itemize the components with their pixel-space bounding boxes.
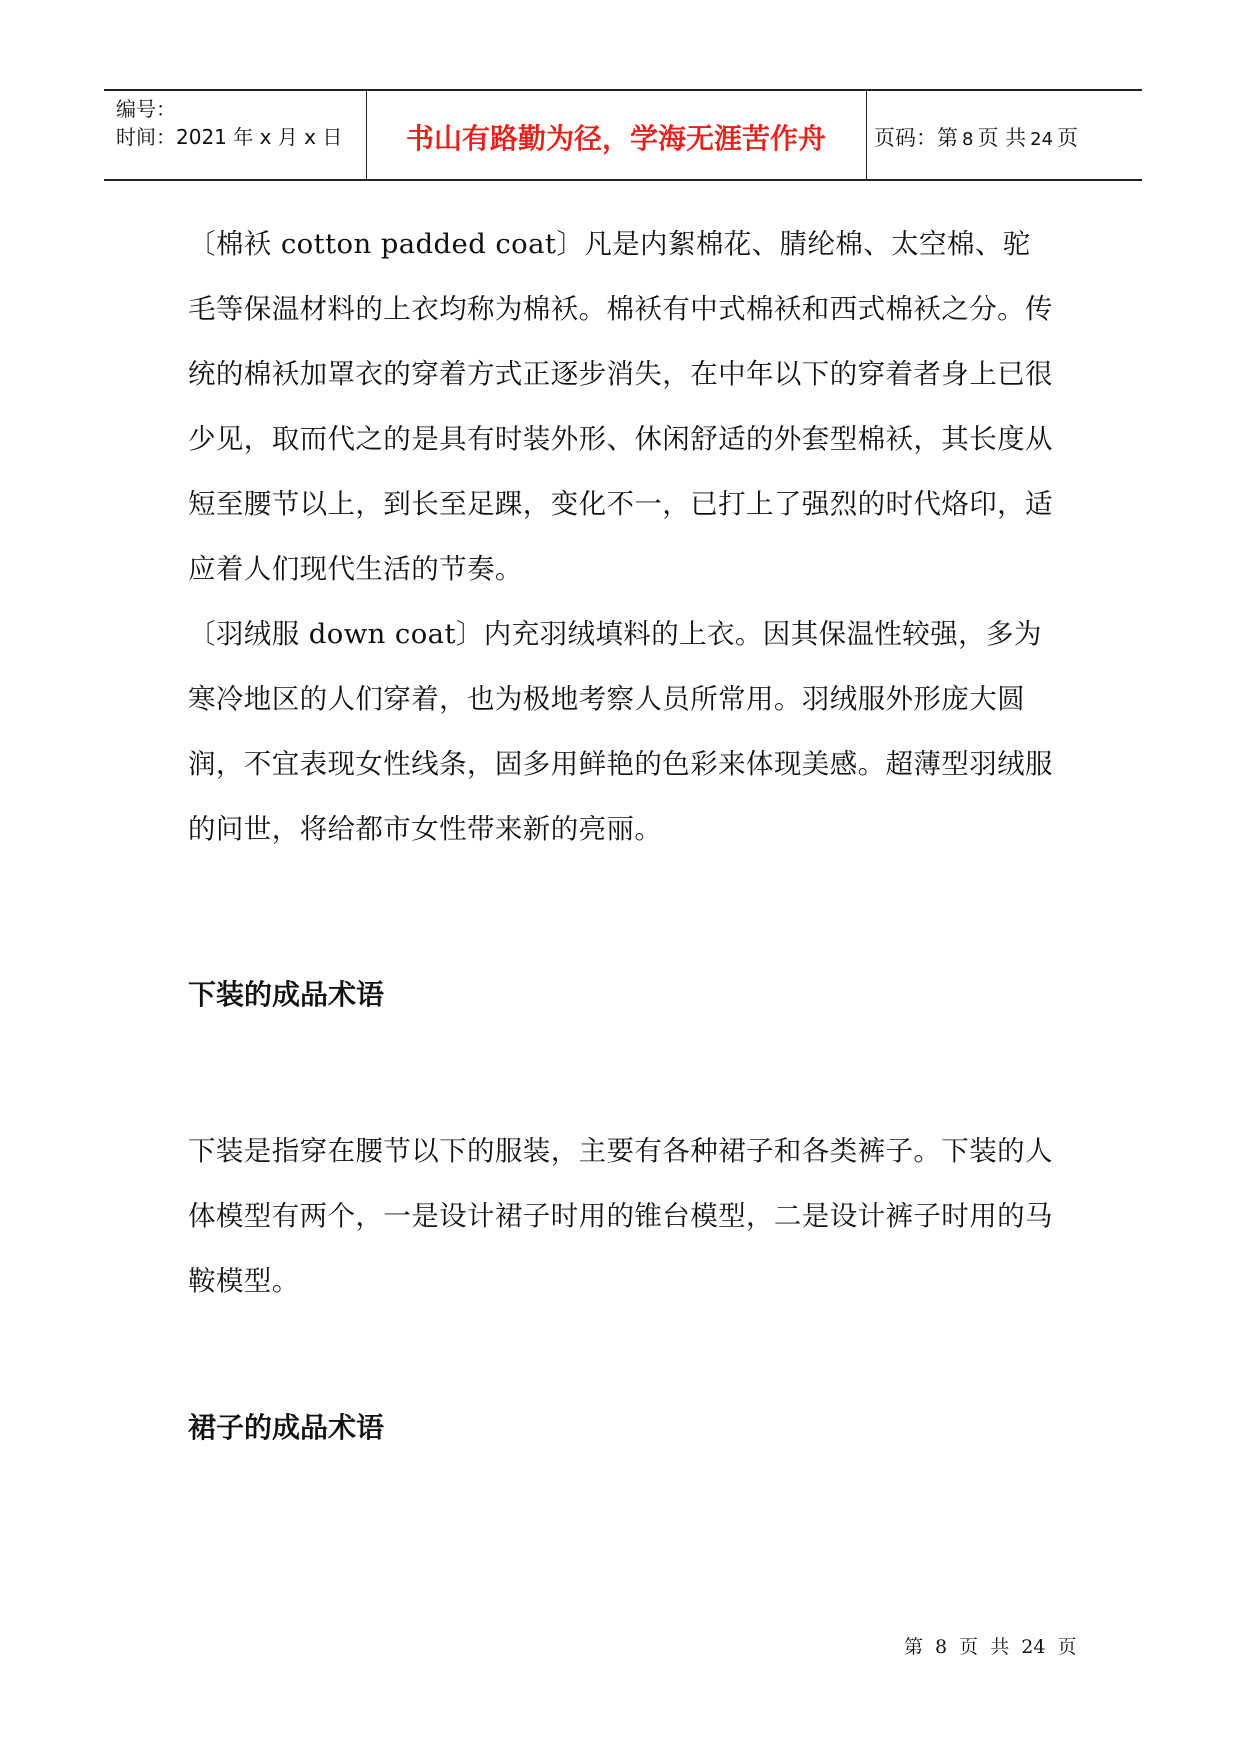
- page-current: 8: [962, 129, 974, 150]
- page-total: 24: [1030, 129, 1054, 150]
- section-heading-skirts: 裙子的成品术语: [188, 1411, 385, 1444]
- time-label: 时间：2021 年 x 月 x 日: [116, 125, 343, 149]
- page-prefix: 页码：第: [874, 126, 958, 150]
- header-motto: 书山有路勤为径，学海无涯苦作舟: [405, 122, 826, 155]
- paragraph-cotton-coat: 〔棉袄 cotton padded coat〕凡是内絮棉花、腈纶棉、太空棉、驼毛等保温材料的上衣均称为棉袄。棉袄有中式棉袄和西式棉袄之分。传统的棉袄加罩衣的穿着方式正逐步消失，在中年以下的穿着者身上已很少见，取而代之的是具有时装外形、休闲舒适的外套型棉袄，其长度从短至腰节以上，到长至足踝，变化不一，已打上了强烈的时代烙印，适应着人们现代生活的节奏。: [188, 228, 1053, 585]
- paragraph-bottoms-intro: 下装是指穿在腰节以下的服装，主要有各种裙子和各类裤子。下装的人体模型有两个，一是设计裙子时用的锥台模型，二是设计裤子时用的马鞍模型。: [188, 1135, 1053, 1297]
- page-footer: 第 8 页 共 24 页: [904, 1636, 1077, 1658]
- header-meta: [116, 95, 342, 151]
- page-suffix: 页: [1057, 126, 1079, 150]
- paragraph-down-coat: 〔羽绒服 down coat〕内充羽绒填料的上衣。因其保温性较强，多为寒冷地区的人们穿着，也为极地考察人员所常用。羽绒服外形庞大圆润，不宜表现女性线条，固多用鲜艳的色彩来体现美感。超薄型羽绒服的问世，将给都市女性带来新的亮丽。: [188, 618, 1053, 845]
- header-page-number: [874, 122, 1078, 152]
- page-mid: 页 共: [977, 126, 1027, 150]
- page-header: [104, 89, 1142, 181]
- header-divider-right: [866, 91, 867, 179]
- section-heading-bottoms: 下装的成品术语: [188, 978, 385, 1011]
- serial-label: 编号：: [116, 97, 176, 121]
- header-divider-left: [366, 91, 367, 179]
